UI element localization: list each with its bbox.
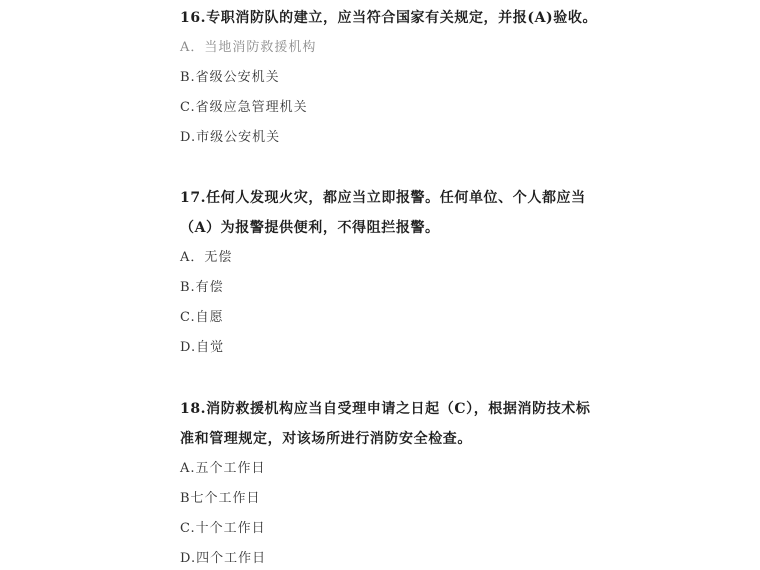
question-16-option-b: B.省级公安机关 [180, 70, 280, 85]
question-16 [180, 8, 740, 145]
question-17-option-d: D.自觉 [180, 340, 225, 355]
question-17-option-c: C.自愿 [180, 310, 224, 325]
question-18-text-line-2: 准和管理规定，对该场所进行消防安全检查。 [180, 431, 472, 447]
question-18-option-d: D.四个工作日 [180, 551, 267, 566]
question-18-option-b: B七个工作日 [180, 491, 261, 506]
question-18-text-line-1: 18.消防救援机构应当自受理申请之日起（C），根据消防技术标 [180, 401, 591, 417]
question-18 [180, 399, 740, 566]
question-17 [180, 188, 740, 355]
question-16-option-c: C.省级应急管理机关 [180, 100, 308, 115]
question-17-text-line-2: （A）为报警提供便利，不得阻拦报警。 [180, 220, 440, 236]
question-16-option-d: D.市级公安机关 [180, 130, 281, 145]
question-17-option-b: B.有偿 [180, 280, 224, 295]
question-17-text-line-1: 17.任何人发现火灾，都应当立即报警。任何单位、个人都应当 [180, 190, 586, 206]
question-16-option-a: A．当地消防救援机构 [180, 40, 317, 55]
question-16-text: 16.专职消防队的建立，应当符合国家有关规定，并报(A)验收。 [180, 10, 598, 26]
question-17-option-a: A．无偿 [180, 250, 233, 265]
question-18-option-a: A.五个工作日 [180, 461, 266, 476]
question-18-option-c: C.十个工作日 [180, 521, 266, 536]
